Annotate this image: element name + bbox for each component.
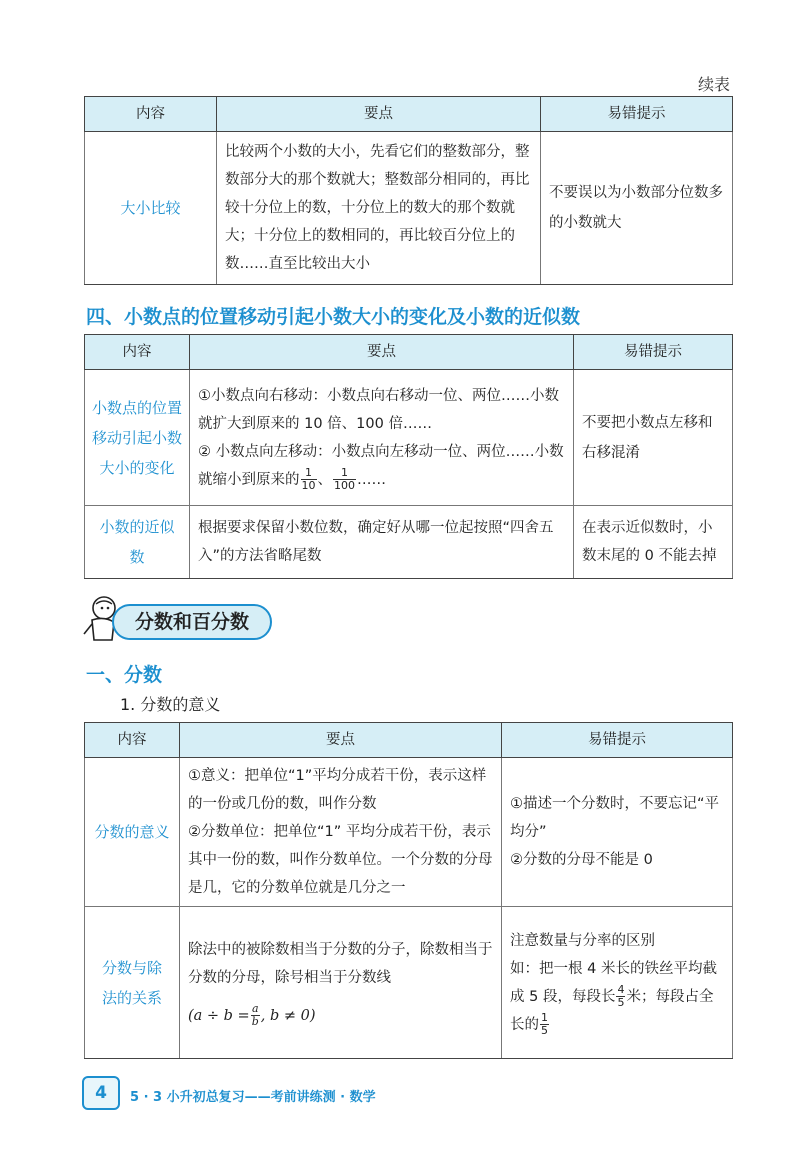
fraction-one-fifth: $\frac{1}{5}$ xyxy=(541,1011,548,1037)
tip-denominator: ②分数的分母不能是 0 xyxy=(510,852,653,868)
page-number: 4 xyxy=(82,1076,120,1110)
col-header-tips: 易错提示 xyxy=(502,723,733,758)
tip-average: ①描述一个分数时，不要忘记“平均分” xyxy=(510,796,720,840)
row-tips: 不要误以为小数部分位数多的小数就大 xyxy=(541,132,733,285)
book-title: 5 · 3 小升初总复习——考前讲练测 · 数学 xyxy=(130,1090,376,1105)
row-points: 根据要求保留小数位数，确定好从哪一位起按照“四舍五入”的方法省略尾数 xyxy=(190,506,574,579)
tip-title: 注意数量与分率的区别 xyxy=(510,932,655,949)
fraction-four-fifths: $\frac{4}{5}$ xyxy=(617,983,625,1009)
table-row xyxy=(85,506,733,579)
fraction-a-over-b: $\frac{a}{b}$ xyxy=(251,1002,259,1028)
col-header-tips: 易错提示 xyxy=(574,335,733,370)
row-label: 大小比较 xyxy=(85,132,217,285)
row-points xyxy=(180,907,502,1059)
fraction-one-tenth: $\frac{1}{10}$ xyxy=(301,466,316,492)
row-tips xyxy=(502,907,733,1059)
row-label: 小数点的位置移动引起小数大小的变化 xyxy=(85,370,190,506)
row-tips: 在表示近似数时，小数末尾的 0 不能去掉 xyxy=(574,506,733,579)
col-header-content: 内容 xyxy=(85,97,217,132)
row-points xyxy=(190,370,574,506)
point-meaning: ①意义：把单位“1”平均分成若干份，表示这样的一份或几份的数，叫作分数 xyxy=(188,768,487,812)
fraction-one-hundredth: $\frac{1}{100}$ xyxy=(334,466,355,492)
table-row xyxy=(85,907,733,1059)
row-tips xyxy=(502,758,733,907)
table-row xyxy=(85,132,733,285)
col-header-points: 要点 xyxy=(217,97,541,132)
chapter-banner: 分数和百分数 xyxy=(112,604,272,640)
col-header-points: 要点 xyxy=(190,335,574,370)
row-label: 小数的近似数 xyxy=(85,506,190,579)
continued-label: 续表 xyxy=(697,75,730,94)
section-4-title: 四、小数点的位置移动引起小数大小的变化及小数的近似数 xyxy=(86,306,581,328)
row-tips: 不要把小数点左移和右移混淆 xyxy=(574,370,733,506)
row-points xyxy=(180,758,502,907)
table-fraction-meaning xyxy=(84,722,733,1059)
point-fraction-unit: ②分数单位：把单位“1” 平均分成若干份，表示其中一份的数，叫作分数单位。一个分数的分母是几，它的分数单位就是几分之一 xyxy=(188,824,493,896)
section-1-title: 一、分数 xyxy=(86,664,163,686)
col-header-tips: 易错提示 xyxy=(541,97,733,132)
col-header-content: 内容 xyxy=(85,723,180,758)
row-points: 比较两个小数的大小，先看它们的整数部分，整数部分大的那个数就大；整数部分相同的，再比较十分位上的数，十分位上的数大的那个数就大；十分位上的数相同的，再比较百分位上的数……直至比较出大小 xyxy=(217,132,541,285)
point-division-relation: 除法中的被除数相当于分数的分子，除数相当于分数的分母，除号相当于分数线 xyxy=(188,941,493,986)
point-left-move: ② 小数点向左移动：小数点向左移动一位、两位……小数就缩小到原来的 $\frac{1}{10}$ 、 $\frac{1}{100}$ …… xyxy=(198,443,564,492)
tip-example: 如：把一根 4 米长的铁丝平均截成 5 段，每段长 $\frac{4}{5}$ 米；每段占全长的 $\frac{1}{5}$ xyxy=(510,960,717,1037)
formula: (a ÷ b = $\frac{a}{b}$ , b ≠ 0) xyxy=(188,1002,316,1028)
row-label: 分数与除法的关系 xyxy=(85,907,180,1059)
col-header-points: 要点 xyxy=(180,723,502,758)
row-label: 分数的意义 xyxy=(85,758,180,907)
point-right-move: ①小数点向右移动：小数点向右移动一位、两位……小数就扩大到原来的 10 倍、100 倍…… xyxy=(198,387,559,432)
subsection-title: 1. 分数的意义 xyxy=(120,695,221,714)
col-header-content: 内容 xyxy=(85,335,190,370)
table-decimal-point xyxy=(84,334,733,579)
table-row xyxy=(85,758,733,907)
table-comparison xyxy=(84,96,733,285)
table-row xyxy=(85,370,733,506)
